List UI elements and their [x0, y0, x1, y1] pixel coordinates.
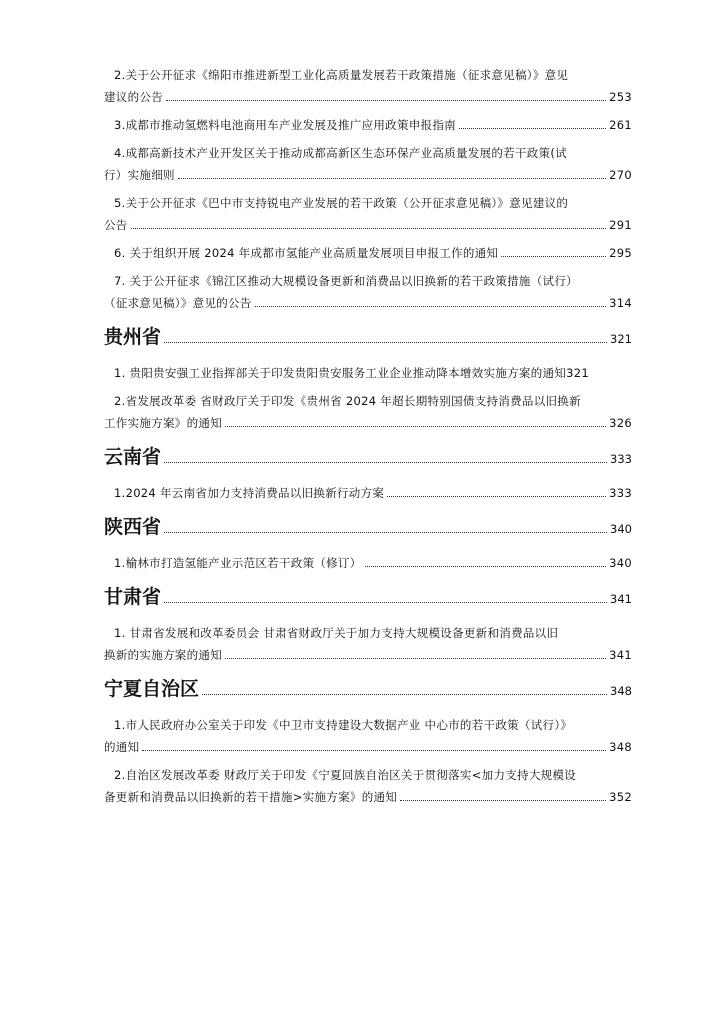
toc-entry-title-cont: 备更新和消费品以旧换新的若干措施>实施方案》的通知 — [104, 790, 398, 804]
toc-entry[interactable] — [104, 242, 632, 264]
page-number: 348 — [610, 684, 632, 698]
toc-entry-title-cont: 的通知 — [104, 740, 140, 754]
toc-entry-title-cont: 建议的公告 — [104, 90, 163, 104]
page-number: 340 — [610, 522, 632, 536]
leader-dots — [365, 566, 607, 567]
toc-entry[interactable] — [104, 390, 632, 434]
leader-dots — [400, 800, 606, 801]
page-number: 321 — [566, 366, 589, 380]
page-number: 253 — [609, 90, 632, 104]
section-title: 陕西省 — [104, 516, 162, 538]
leader-dots — [164, 532, 607, 533]
toc-entry[interactable] — [104, 64, 632, 108]
page-number: 341 — [610, 592, 632, 606]
leader-dots — [142, 750, 606, 751]
leader-dots — [255, 306, 606, 307]
leader-dots — [202, 694, 607, 695]
leader-dots — [166, 100, 606, 101]
toc-entry-title: 1. 甘肃省发展和改革委员会 甘肃省财政厅关于加力支持大规模设备更新和消费品以旧 — [114, 626, 559, 640]
page-number: 352 — [609, 790, 632, 804]
leader-dots — [225, 426, 606, 427]
leader-dots — [178, 178, 606, 179]
toc-entry-title: 1. 贵阳贵安强工业指挥部关于印发贵阳贵安服务工业企业推动降本增效实施方案的通知 — [114, 366, 567, 380]
toc-entry-title: 2.自治区发展改革委 财政厅关于印发《宁夏回族自治区关于贯彻落实<加力支持大规模设 — [114, 768, 577, 782]
toc-entry-title: 4.成都高新技术产业开发区关于推动成都高新区生态环保产业高质量发展的若干政策(试 — [114, 146, 567, 160]
page-number: 291 — [609, 218, 632, 232]
toc-entry-title-cont: 公告 — [104, 218, 128, 232]
toc-entry-title: 6. 关于组织开展 2024 年成都市氢能产业高质量发展项目申报工作的通知 — [114, 246, 499, 260]
toc-entry-title: 2.省发展改革委 省财政厅关于印发《贵州省 2024 年超长期特别国债支持消费品以旧换新 — [114, 394, 581, 408]
toc-entry-title: 1.市人民政府办公室关于印发《中卫市支持建设大数据产业 中心市的若干政策（试行）》 — [114, 718, 573, 732]
page-number: 314 — [609, 296, 632, 310]
leader-dots — [164, 602, 607, 603]
leader-dots — [225, 658, 606, 659]
leader-dots — [387, 496, 606, 497]
toc-entry-title-cont: 工作实施方案》的通知 — [104, 416, 222, 430]
toc-entry-title: 7. 关于公开征求《锦江区推动大规模设备更新和消费品以旧换新的若干政策措施（试行） — [114, 274, 578, 288]
section-heading-shaanxi[interactable] — [104, 512, 632, 544]
section-heading-guizhou[interactable] — [104, 322, 632, 354]
toc-entry-title-cont: （征求意见稿）》意见的公告 — [104, 296, 252, 310]
toc-entry[interactable] — [104, 142, 632, 186]
page-number: 321 — [610, 332, 632, 346]
toc-entry[interactable] — [104, 114, 632, 136]
table-of-contents — [104, 64, 632, 808]
page-number: 261 — [609, 118, 632, 132]
leader-dots — [164, 462, 607, 463]
leader-dots — [501, 256, 606, 257]
page-number: 348 — [609, 740, 632, 754]
toc-entry[interactable] — [104, 714, 632, 758]
leader-dots — [131, 228, 607, 229]
toc-entry[interactable] — [104, 270, 632, 314]
toc-entry[interactable] — [104, 622, 632, 666]
page-number: 333 — [610, 452, 632, 466]
page-number: 333 — [609, 486, 632, 500]
toc-entry[interactable] — [104, 552, 632, 574]
toc-entry[interactable] — [104, 192, 632, 236]
leader-dots — [164, 342, 607, 343]
toc-entry-title: 1.2024 年云南省加力支持消费品以旧换新行动方案 — [114, 486, 385, 500]
section-heading-yunnan[interactable] — [104, 442, 632, 474]
toc-entry-title: 5.关于公开征求《巴中市支持锐电产业发展的若干政策（公开征求意见稿）》意见建议的 — [114, 196, 569, 210]
section-heading-ningxia[interactable] — [104, 674, 632, 706]
section-title: 宁夏自治区 — [104, 678, 200, 700]
page-number: 340 — [609, 556, 632, 570]
toc-entry-title: 3.成都市推动氢燃料电池商用车产业发展及推广应用政策申报指南 — [114, 118, 456, 132]
page-number: 341 — [609, 648, 632, 662]
page-number: 295 — [609, 246, 632, 260]
section-title: 贵州省 — [104, 326, 162, 348]
section-heading-gansu[interactable] — [104, 582, 632, 614]
section-title: 甘肃省 — [104, 586, 162, 608]
leader-dots — [459, 128, 606, 129]
toc-entry[interactable] — [104, 764, 632, 808]
toc-entry-title: 2.关于公开征求《绵阳市推进新型工业化高质量发展若干政策措施（征求意见稿）》意见 — [114, 68, 569, 82]
toc-entry-title-cont: 换新的实施方案的通知 — [104, 648, 222, 662]
toc-entry-title-cont: 行）实施细则 — [104, 168, 175, 182]
toc-entry[interactable] — [104, 362, 632, 384]
page-number: 326 — [609, 416, 632, 430]
toc-entry-title: 1.榆林市打造氢能产业示范区若干政策（修订） — [114, 556, 362, 570]
toc-entry[interactable] — [104, 482, 632, 504]
section-title: 云南省 — [104, 446, 162, 468]
page-number: 270 — [609, 168, 632, 182]
